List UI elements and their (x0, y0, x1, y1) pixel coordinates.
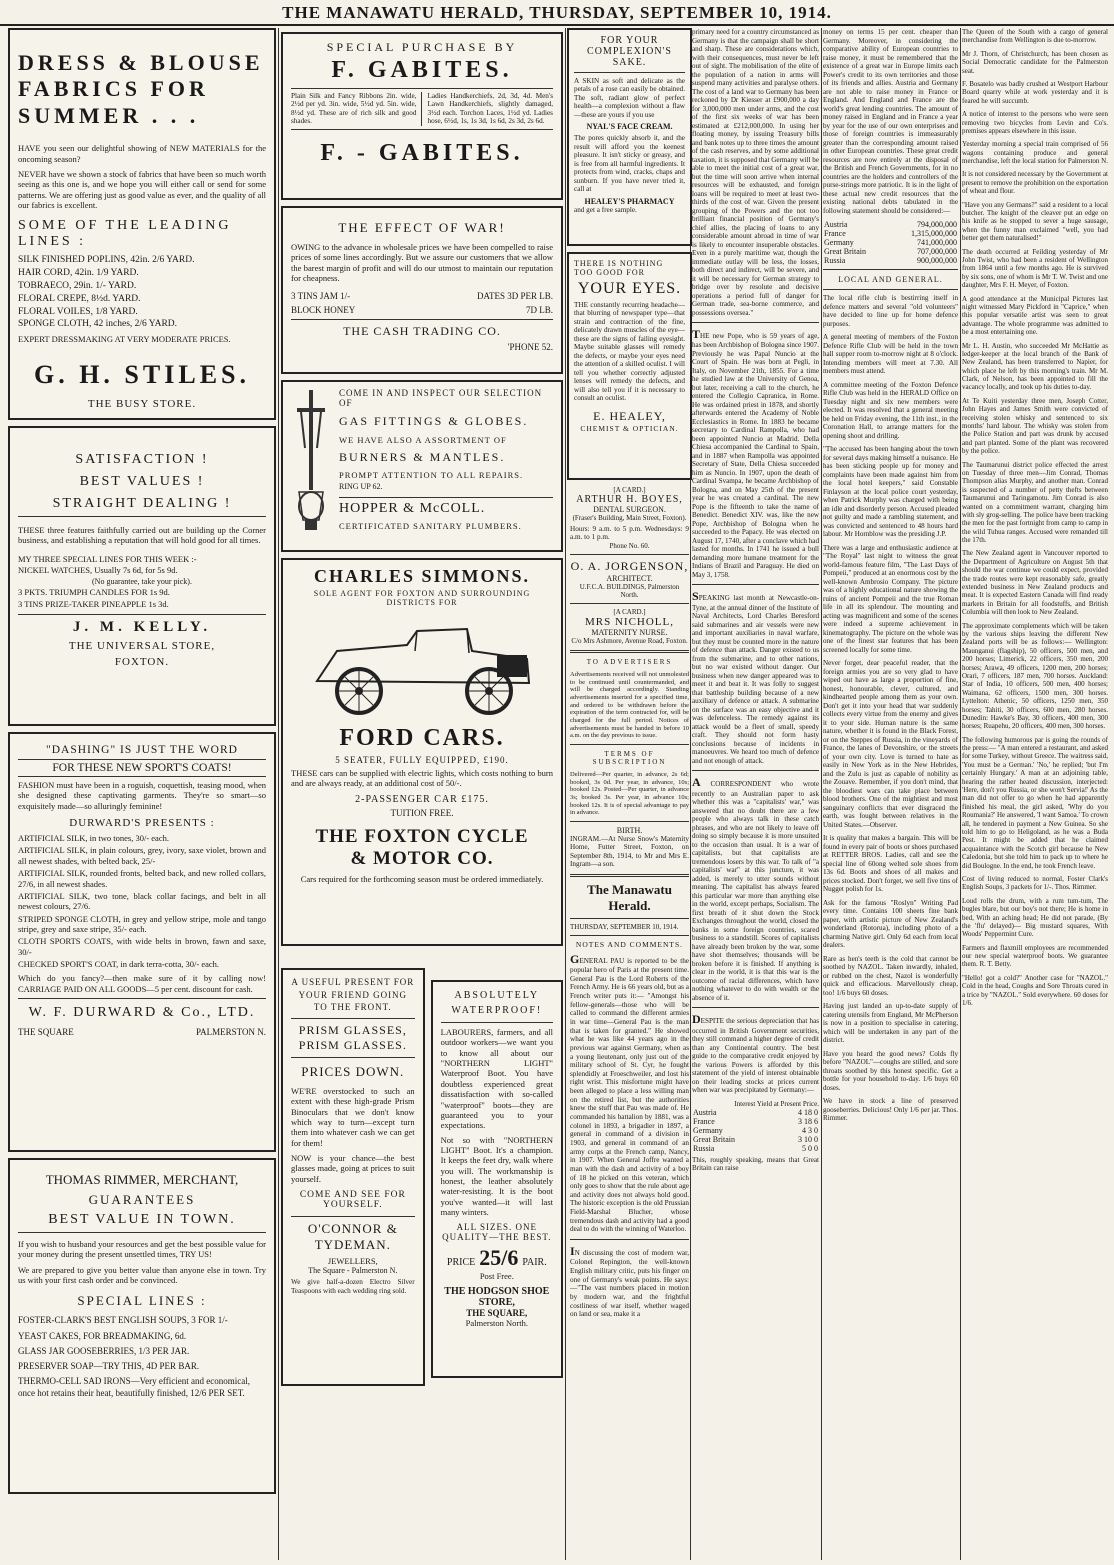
gabites-name: F. GABITES. (331, 57, 513, 83)
durward-item: ARTIFICIAL SILK, in plain colours, grey, ivory, saxe violet, brown and all newest shades, with belted back, 25/- (18, 845, 266, 866)
yield-table (692, 1108, 819, 1153)
masthead: THE MANAWATU HERALD, THURSDAY, SEPTEMBER 10, 1914. (0, 0, 1114, 26)
table-row (692, 1135, 819, 1144)
column-1 (8, 28, 276, 1560)
cash-item: 3 TINS JAM 1/- (291, 291, 351, 302)
yield-value: 5 0 0 (802, 1143, 818, 1153)
nicholl-title: MATERNITY NURSE. (591, 627, 668, 637)
accused-item: "The accused has been hanging about the town for several days making himself a nuisance. He has been sticking people up for money and complaints have been made against him from the local hotel keepers," said Constable Finlayson at the local police court yesterday, when Patrick Murphy was charged with being an idle and disorderly person. Accused pleaded not guilty and made a rambling statement, and was convicted and sentenced to 48 hours hard labour. Mr Hornblow was the presiding J.P. (823, 445, 958, 538)
durward-item: ARTIFICIAL SILK, two tone, black collar facings, and belt in all newest colours, 27/6. (18, 890, 266, 912)
column-5 (823, 28, 958, 1560)
pompeii-item: There was a large and enthusiastic audience at "The Royal" last night to witness the great world-famous feature film, "The Last Days of Pompeii," produced at an enormous cost by the well-known Ambrosio Company. The picture was of a highly educational nature showing the ruins of ancient Pompeii and the true Roman life in all its splendour. The mounting and acting was magnificent and some of the scenes were indeed a supreme achievement in kinematography. The picture on the whole was one of the finest star features that has been screened locally for some time. (823, 543, 958, 654)
rimmer-item: GLASS JAR GOOSEBERRIES, 1/3 PER JAR. (18, 1345, 190, 1356)
debt-country: Germany (824, 238, 854, 247)
death-item: The death occurred at Feilding yesterday of Mr John Twist, who had been a resident of Wellington from 1864 until a few months ago. He is survived by six sons, one of whom is Mr T. W. Twist and one daughter, Mrs F. H. Meyer, of Foxton. (962, 247, 1108, 290)
boyes-card: [A CARD.] (613, 486, 646, 494)
gabites-name-2: F. - GABITES. (320, 139, 524, 166)
hodgson-advert (431, 980, 563, 1378)
oconnor-prices: PRICES DOWN. (301, 1063, 405, 1079)
column-rule (821, 28, 822, 1560)
hodgson-price-label: PRICE (446, 1257, 476, 1269)
kelly-item: (No guarantee, take your pick). (92, 576, 192, 586)
hodgson-town: Palmerston North. (465, 1318, 528, 1329)
table-row (692, 1126, 819, 1135)
complexion-body: A SKIN as soft and delicate as the petals of a rose can easily be obtained. The soft, radiant glow of perfect health—a complexion without a flaw—these are yours if you use (574, 77, 685, 119)
gabites-right: Ladies Handkerchiefs, 2d, 3d, 4d. Men's Lawn Handkerchiefs, slightly damaged, 3½d each. Torchon Laces, 1½d yd. Ladies hose, 6½d, 1s, 1s 3d, 1s 6d, 2s 3d, 2s 6d. (427, 92, 553, 126)
debt-country: Russia (824, 256, 846, 265)
rimmer-head-2: GUARANTEES (88, 1192, 196, 1207)
boyes-phone: Phone No. 60. (609, 541, 650, 550)
nz-item: The New Zealand agent in Vancouver reported to the Department of Agriculture on August 5th that should the war continue we could expect, provided the trade routes were kept reasonably safe, greatly extended business in New Zealand products and meat. It is expected Eastern Canada will find ready markets in Britain for all foodstuffs, and British Columbia will then look to New Zealand. (962, 549, 1108, 617)
cost-item: Cost of living reduced to normal, Foster Clark's English Soups, 3 packets for 1/-. Thos. Rimmer. (962, 874, 1108, 892)
terms-head: TERMS OF SUBSCRIPTION (592, 749, 667, 766)
kelly-item: NICKEL WATCHES, Usually 7s 6d, for 5s 9d. (18, 565, 178, 576)
yield-head: Interest Yield at Present Price. (734, 1099, 819, 1108)
kelly-advert (8, 426, 276, 726)
complexion-pharmacy: HEALEY'S PHARMACY (584, 196, 675, 206)
column-6 (962, 28, 1108, 1560)
jorgenson-address: U.F.C.A. BUILDINGS, Palmerston North. (579, 582, 680, 599)
gas-fitting-illustration (291, 388, 331, 536)
healey-complexion-advert (567, 28, 692, 246)
durward-address-left: THE SQUARE (18, 1027, 74, 1038)
debt-value: 900,000,000 (917, 256, 957, 265)
durward-fancy: Which do you fancy?—then make sure of it by calling now! CARRIAGE PAID ON ALL GOODS—5 per cent. discount for cash. (18, 973, 266, 994)
yield-value: 4 3 0 (802, 1125, 818, 1135)
ford-body: THESE cars can be supplied with electric lights, which costs nothing to burn and are always ready, at an additional cost of 50/-. (291, 768, 553, 789)
table-row (692, 1117, 819, 1126)
gabites-head: SPECIAL PURCHASE BY (326, 40, 518, 54)
durward-item: CHECKED SPORT'S COAT, in dark terra-cotta, 30/- each. (18, 959, 220, 970)
oconnor-present: A USEFUL PRESENT FOR YOUR FRIEND GOING TO THE FRONT. (291, 977, 415, 1013)
stiles-advert (8, 28, 276, 420)
column-4 (692, 28, 819, 1560)
durward-advert (8, 732, 276, 1152)
ford-car-illustration (297, 611, 547, 721)
kelly-line-3: STRAIGHT DEALING ! (18, 496, 266, 517)
ford-spec: 5 SEATER, FULLY EQUIPPED, £190. (335, 755, 509, 765)
oconnor-line-2: PRISM GLASSES. (298, 1037, 407, 1052)
beresford-article: SPEAKING last month at Newcastle-on-Tyne, at the annual dinner of the Institute of Naval Architects, Lord Charles Beresford said submarines and air vessels were new and important auxiliaries in naval warfare, but they must be counted more in the nature of defence than attack. Danger existed to us from the submarine, and to other nations, but no war existed without danger. Our business when new danger appeared was to meet it and beat it. It was folly to suggest that battleship building because of a new auxiliary of defence or attack. A submarine on the surface was an easy objective and it was defenceless. The remedy against its attack would be a fleet of small, speedy craft. They should not form hasty conclusions because of incidents in manoeuvres. We heard too much of defence and not enough of attack. (692, 589, 819, 765)
hodgson-post: Post Free. (479, 1271, 514, 1282)
heard-item: Have you heard the good news? Colds fly before "NAZOL"—coughs are stilled, and sore throats soothed by this honest specific. Get a bottle for your household to-day. 1/6 buys 60 doses. (823, 1049, 958, 1092)
stiles-line: FLORAL VOILES, 1/8 YARD. (18, 306, 138, 317)
durward-item: CLOTH SPORTS COATS, with wide belts in brown, fawn and saxe, 30/- (18, 936, 266, 957)
jorgenson-title: ARCHITECT. (606, 573, 653, 583)
oconnor-give: We give half-a-dozen Electro Silver Teaspoons with each wedding ring sold. (291, 1278, 415, 1295)
notice-item: A notice of interest to the persons who were seen removing two bicycles from Levin and Co's. premises appears elsewhere in this issue. (962, 110, 1108, 135)
table-row (692, 1144, 819, 1153)
oconnor-line-1: PRISM GLASSES, (298, 1022, 407, 1037)
debt-value: 794,000,000 (917, 220, 957, 229)
kelly-body: THESE three features faithfully carried out are building up the Corner business, and establishing a reputation that will hold good for all times. (18, 525, 266, 546)
stock-item: We have in stock a line of preserved gooseberries. Delicious! Only 1/6 per jar. Thos. Rimmer. (823, 1097, 958, 1122)
bargain-item: It is quality that makes a bargain. This will be found in every pair of boots or shoes purchased at RETTER BROS. Ladies, call and see the special line of 60ong welted sole shoes from 13s 6d. Boots and shoes of all makes and prices stocked. Don't forget, we sell five tins of Nugget polish for 1s. (823, 834, 958, 893)
cash-name: THE CASH TRADING CO. (343, 324, 501, 339)
rimmer-special: SPECIAL LINES : (77, 1293, 207, 1309)
hopper-ring: RING UP 62. (339, 482, 383, 491)
humorous-item: The following humorous par is going the rounds of the press:— "A man entered a restaurant, and asked for some Turkey, without Greece. The waitress said, 'You must be a German.' 'No,' he replied; 'but I'm certainly Hungary.' A man at an adjoining table, hearing the rather heated discussion, interjected: 'Here, don't you Russia, or she won't Servia!' As the man did not offer to go when he had apparently finished his meal, the girl asked, 'Why do you Roumania?' He answered, 'I want Samoa.' To crown all, he tendered in payment a New Guinea. So she told him to go to Heligoland, as he was a Buda Pest. It might be added that he claimed acquaintance with the Scotch girl because he New Caledonia, but she told him to pack up to where he did Boulogne. In the end, he took French leave. (962, 735, 1108, 870)
repington-article: IN discussing the cost of modern war, Colonel Repington, the well-known English military critic, puts his finger on one of Germany's weak points. He says:—"The vast numbers placed in motion by modern war, and the frightful costliness of war itself, whether waged on land or sea, make it a (570, 1244, 689, 1319)
stiles-line: SPONGE CLOTH, 42 inches, 2/6 YARD. (18, 319, 178, 330)
complexion-body-2: The pores quickly absorb it, and the result will afford you the keenest pleasure. It isn't sticky or greasy, and is free from all harmful ingredients. It protects from wind, cracks, chaps and sunburn. If you have never tried it, call at (574, 134, 685, 194)
rimmer-body-2: We are prepared to give you better value than anyone else in town. Try us with your first cash order and be convinced. (18, 1264, 266, 1286)
terms-body: Delivered—Per quarter, in advance, 2s 6d; booked, 3s 0d. Per year, in advance, 10s; booked 12s. Posted—Per quarter, in advance 3s; booked 3s. Per year, in advance 10s; booked 12s. It is of special advantage to pay in advance. (570, 770, 689, 817)
hodgson-body-2: Not so with "NORTHERN LIGHT" Boot. It's a champion. It keeps the feet dry, walk where you will. The workmanship is honest, the leather absolutely water-resisting. It is the boot you've wanted—it will last many winters. (440, 1134, 553, 1218)
birth-body: INGRAM.—At Nurse Snow's Maternity Home, Futter Street, Foxton, on September 8th, 1914, to Mr and Mrs E. Ingram—a son. (570, 834, 689, 869)
stiles-body: NEVER have we shown a stock of fabrics that have been so much worth seeing as this one is, and we hope you will either call or send for some patterns. We are offering just as good value as ever, and the quality of all our fabrics is excellent. (18, 168, 266, 210)
loud-item: Loud rolls the drum, with a rum tum-tum, The bugles blare, but our boy's not there; He is home in bed, With an aching head; He did not parade, (By the 'flu' delayed)— Big mustard squares, With Woods' Peppermint Cure. (962, 896, 1108, 939)
queen-item: The Queen of the South with a cargo of general merchandise from Wellington is due to-morrow. (962, 28, 1108, 45)
debt-value: 707,000,000 (917, 247, 957, 256)
rare-item: Rare as hen's teeth is the cold that cannot be soothed by NAZOL. Taken inwardly, inhaled, or rubbed on the chest, Nazol is wonderfully quick and efficacious. Marvellously cheap, too! 1/6 buys 60 doses. (823, 954, 958, 997)
column-rule (960, 28, 961, 1560)
stiles-line: HAIR CORD, 42in. 1/9 YARD. (18, 268, 139, 279)
gabites-left: Plain Silk and Fancy Ribbons 2in. wide, 2½d per yd. 3in. wide, 5½d yd. 5in. wide, 8½d yd. These are of rich silk and good shades. (291, 92, 422, 126)
table-row (823, 229, 958, 238)
debt-table (823, 220, 958, 265)
gabites-advert (281, 32, 563, 200)
durward-item: ARTIFICIAL SILK, rounded fronts, belted back, and new rolled collars, 27/6, in all newest shades. (18, 868, 266, 889)
kelly-line-1: SATISFACTION ! (75, 452, 209, 467)
yield-country: Russia (693, 1143, 715, 1153)
stiles-lines-head: SOME OF THE LEADING LINES : (18, 218, 232, 250)
kelly-item: 3 PKTS. TRIUMPH CANDLES FOR 1s 9d. (18, 587, 170, 598)
roughly-article: This, roughly speaking, means that Great Britain can raise (692, 1155, 819, 1173)
war-cost-article: primary need for a country circumstanced as Germany is that the campaign shall be short and sharp. These are considerations which, with their consequences, must never be left out of sight. The mobilisation of the elite of the population of a nation in arms will suspend many activities and paralyse others. The cost of a land war to Germany has been reckoned by Dr Kiesser at £900,000 a day for 3,000,000 men under arms, and the cost of the first six weeks of war has been estimated at £212,000,000. In using her floating money, by issuing Treasury bills and bank notes up to three times the amount of the cash reserves, and by some additional taxation, it is supposed that Germany will be able to meet the initial cost of a great war, but the time will soon arrive when internal resources will be exhausted, and foreign loans will be required to meet at least two-thirds of the cost of war. Given the present grouping of the Powers and the not too brilliant financial position of Germany's chief allies, the placing of loans to any considerable amount abroad in time of war is likely to encounter insuperable obstacles. Even in a purely maritime war, though the immediate outlay will be less, the losses, both direct and indirect, will be severe, and it will be necessary for German strategy to bridge over by resolute and decisive operations a period full of danger for German trade, sea-borne commerce, and possessions oversea." (692, 28, 819, 317)
table-row (823, 238, 958, 247)
cash-phone: 'PHONE 52. (507, 342, 553, 353)
simmons-advert (281, 558, 563, 946)
germans-item: "Have you any Germans?" said a resident to a local butcher. The knight of the cleaver put an edge on his knife as he stopped to sever a huge sausage, when the funny man exclaimed "well, you had better get them naturalised!" (962, 200, 1108, 243)
debt-country: France (824, 229, 846, 238)
roslyn-item: Ask for the famous "Roslyn" Writing Pad every time. Contains 100 sheets fine bank paper, with artistic picture of New Zealand's wonderland (Rotorua), including photo of a charming Native girl. Only 6d each from local dealers. (823, 898, 958, 949)
column-2 (281, 28, 563, 1560)
simmons-name: CHARLES SIMMONS. (313, 566, 531, 586)
meeting-item: A general meeting of members of the Foxton Defence Rifle Club will be held in the town hall supper room to-morrow night at 8 o'clock. Intending members will meet at 7.30. All members must attend. (823, 333, 958, 375)
train-item: Yesterday morning a special train comprised of 56 wagons containing produce and general merchandise, left the local station for Palmerston N. (962, 140, 1108, 166)
nicholl-card: [A CARD.] (613, 607, 646, 616)
yield-country: Germany (693, 1125, 723, 1135)
durward-item: ARTIFICIAL SILK, in two tones, 30/- each. (18, 833, 169, 844)
rimmer-item: YEAST CAKES, FOR BREADMAKING, 6d. (18, 1330, 187, 1341)
ford-two: 2-PASSENGER CAR £175. (355, 793, 489, 805)
durward-name: W. F. DURWARD & Co., LTD. (28, 1005, 256, 1021)
yield-country: France (693, 1116, 715, 1126)
rimmer-body: If you wish to husband your resources and get the best possible value for your money during the present unsettled times, TRY US! (18, 1239, 266, 1260)
pau-article: GENERAL PAU is reported to be the popular hero of Paris at the present time. General Pau is the Lord Roberts of the French Army. He is 66 years old, but as a French writer puts it:— "Amongst his fellow-generals—those who will be called to command the different armies in war time—General Pau is the man that is taken for granted." He showed what he was like 44 years ago in the previous war against Germany, when as a young lieutenant, only just out of the military school of St. Cyr, he fought splendidly at Froeschweiler, and lost his right wrist. This misfortune might have been alleged to place a less willing man on the retired list, but the authorities knew the stuff that Pau was made of. He commanded his battalion by 1881, was a colonel in 1893, a brigadier in 1897, a general in command of a division in 1903, and general in command of an army corps at the French camp, Nancy, in 1907. When General Joffre wanted a man with the dash and activity of a boy of 18 he picked on this veteran, which only goes to show that the rule about age and activity does not always hold good. The historic exception is the old Prussian Field-Marshal Blucher, whose tremendous dash and activity had a good deal to do with the winning of Waterloo. (570, 951, 689, 1234)
hodgson-head: ABSOLUTELY WATERPROOF! (451, 990, 543, 1016)
hopper-line-3: BURNERS & MANTLES. (339, 450, 506, 464)
stiles-line: TOBRAECO, 29in. 1/- YARD. (18, 280, 137, 291)
stiles-line: SILK FINISHED POPLINS, 42in. 2/6 YARD. (18, 255, 195, 266)
table-row (823, 220, 958, 229)
cash-item: BLOCK HONEY (291, 305, 356, 316)
hopper-tag: CERTIFICATED SANITARY PLUMBERS. (339, 521, 522, 531)
having-item: Having just landed an up-to-date supply of catering utensils from England, Mr McPherson is now in a position to specialise in catering, which will be undertaken in any part of the district. (823, 1002, 958, 1044)
hopper-line-4: PROMPT ATTENTION TO ALL REPAIRS. (339, 470, 524, 480)
stiles-intro: HAVE you seen our delightful showing of NEW MATERIALS for the oncoming season? (18, 143, 266, 164)
debt-value: 741,000,000 (917, 238, 957, 247)
cash-head: THE EFFECT OF WAR! (338, 220, 506, 235)
cash-item: 7D LB. (526, 305, 553, 316)
pope-article: THE new Pope, who is 59 years of age, has been Archbishop of Bologna since 1907. Previously he was Papal Nuncio at the Court of Spain. He was born at Pegli, in Italy, on November 21th, 1855. For a time he studied law at the University of Genoa, but later, receiving a call to the church, he entered the Collegio Capranica, in Rome. He was ordained priest in 1878, and shortly afterwards entered the Academy of Noble Ecclesiastics in Rome. In 1883 he became secretary to Cardinal Rampolla, who had been appointed Nuncio at Madrid. Della Chiesa accompanied the Cardinal to Spain, and in 1887 when Rampolla was appointed Secretary of State, Della Chiesa succeeded him as Nuncio. In 1907, upon the death of Cardinal Svampa, he became Archbishop of Bologna, and on May 25th of the present year he was created a cardinal. The new Pope is the fifteenth to take the name of Benedict. Benedict XIV. was, like the new Pope, Archbishop of Bologna when he succeeded to the Papacy. He was elected on August 17, 1740, after a conclave which had lasted for months. In 1741 he issued a bull demanding more humane treatment for the Indians of Brazil and Paraguay. He died on May 3, 1758. (692, 327, 819, 579)
despite-article: DESPITE the serious depreciation that has occurred in British Government securities, they still command a higher degree of credit than any Continental country. The best guide to the comparative credit enjoyed by the various Powers is afforded by this statement of the yield of interest obtainable on their leading stocks at prices current when war was precipitated by Germany:— (692, 1012, 819, 1095)
durward-head-1: "DASHING" IS JUST THE WORD (46, 744, 238, 756)
austin-item: Mr L. H. Austin, who succeeded Mr McHattie as ledger-keeper at the local branch of the Bank of New Zealand, has been transferred to Napier, for which place he left by this morning's train. Mr M. Clark, of Nelson, has been appointed to fill the vacancy locally, and took up his duties to-day. (962, 341, 1108, 392)
complements-item: The approximate complements which will be taken by the various ships leaving the different New Zealand ports will be as follows:— Wellington: Maunganui (flagship), 50 officers, 500 men, and 200 horses; Limerick, 22 officers, 350 men, 200 horses; Arawa, 49 officers, 1200 men, 200 horses; Orari, 7 officers, 187 men, 700 horses. Auckland: Star of India, 10 officers, 500 men, 400 horses; Waimana, 62 officers, 1500 men, 300 horses. Lyttelton: Athenic, 50 officers, 1250 men, 350 horses; Tahiti, 30 officers, 600 men, 280 horses. Dunedin: Hawke's Bay, 30 officers, 400 men, 300 horses; Ruapehu, 20 officers, 400 men, 300 horses. (962, 621, 1108, 731)
oconnor-come: COME AND SEE FOR YOURSELF. (299, 1190, 406, 1211)
stiles-tag: THE BUSY STORE. (87, 397, 197, 410)
stiles-title: DRESS & BLOUSE FABRICS FOR SUMMER . . . (18, 50, 264, 128)
rimmer-item: FOSTER-CLARK'S BEST ENGLISH SOUPS, 3 FOR 1/- (18, 1315, 228, 1326)
debt-country: Austria (824, 220, 848, 229)
yield-country: Austria (693, 1107, 717, 1117)
table-row (823, 247, 958, 256)
never-item: Never forget, dear peaceful reader, that the foreign armies you are so very glad to have wiped out have as large a proportion of fine, honest, honourable, clever, cultured, and kindhearted people among them as your own. Don't get it into your head that war suddenly collects every virtue from the enemy and gives it to your side. Human nature is the same nature, whether it is found in the Black Forest, or on the Steppes of Russia, in the vineyards of France, the lanes of Devonshire, or the streets of your own city. Love is turned to hate as easily in New York as in the New Hebrides, and the Zulu is just as capable of nobility as the Zouave. Remember, if you don't mind, that the bloodiest wars can take place between blood brothers. One of the mightiest and most sanguinary conflicts that ever disgraced the earth, was fought between relatives in the United States.—Observer. (823, 659, 958, 829)
rifle-item: The local rifle club is bestirring itself in defence matters and several "old volunteers" have decided to line up for home defence purposes. (823, 294, 958, 328)
kelly-special: MY THREE SPECIAL LINES FOR THIS WEEK :- (18, 553, 197, 564)
farmers-item: Farmers and flaxmill employees are recommended our new special waterproof boots. We guarantee them. R. T. Betty. (962, 943, 1108, 969)
hopper-name: HOPPER & McCOLL. (339, 497, 553, 517)
kelly-store: THE UNIVERSAL STORE, (68, 640, 216, 653)
cars-required: Cars required for the forthcoming season must be ordered immediately. (300, 873, 544, 884)
simmons-sub: SOLE AGENT FOR FOXTON AND SURROUNDING DISTRICTS FOR (313, 589, 531, 607)
jorgenson-name: O. A. JORGENSON, (570, 558, 689, 573)
pictures-item: A good attendance at the Municipal Pictures last night witnessed Mary Pickford in "Caprice," when this popular versatile artist was seen to great advantage. The whole programme was admitted to be a most entertaining one. (962, 294, 1108, 337)
herald-date: THURSDAY, SEPTEMBER 10, 1914. (570, 922, 679, 931)
export-item: It is not considered necessary by the Government at present to remove the prohibition on the exportation of wheat and flour. (962, 170, 1108, 196)
rimmer-item: THERMO-CELL SAD IRONS—Very efficient and economical, once hot retains their heat, beautifully finished, 12/6 PER SET. (18, 1376, 250, 1399)
stiles-name: G. H. STILES. (33, 359, 250, 389)
hodgson-address: THE SQUARE, (466, 1308, 528, 1319)
eyes-title: YOUR EYES. (577, 280, 682, 297)
birth-head: BIRTH. (616, 825, 643, 835)
committee-item: A committee meeting of the Foxton Defence Rifle Club was held in the HERALD Office on Tuesday night and six new members were elected. It was resolved that a general meeting be held on Friday evening, the 11th inst., in the Coronation Hall, to arrange matters for the opening shoot and drilling. (823, 380, 958, 440)
yield-value: 3 18 6 (798, 1116, 818, 1126)
cycle-co-1: THE FOXTON CYCLE (315, 825, 529, 847)
eyes-name: E. HEALEY, (593, 408, 666, 423)
column-rule (565, 28, 566, 1560)
cycle-co-2: & MOTOR CO. (350, 847, 494, 869)
rimmer-item: PRESERVER SOAP—TRY THIS, 4D PER BAR. (18, 1360, 200, 1371)
kelly-item: 3 TINS PRIZE-TAKER PINEAPPLE 1s 3d. (18, 598, 169, 609)
boyes-hours: Hours: 9 a.m. to 5 p.m. Wednesdays: 9 a.m. to 1 p.m. (570, 525, 689, 542)
eyes-tag: CHEMIST & OPTICIAN. (580, 423, 679, 433)
oconnor-address: The Square - Palmerston N. (308, 1266, 398, 1276)
healey-eyes-advert (567, 252, 692, 480)
durward-body: FASHION must have been in a roguish, coquettish, teasing mood, when she designed these captivating garments. They're so smart—so exquisitely made—so alluringly feminine! (18, 780, 266, 811)
oconnor-body-2: NOW is your chance—the best glasses made, going at prices to suit yourself. (291, 1152, 415, 1184)
hodgson-sizes: ALL SIZES. ONE QUALITY—THE BEST. (442, 1222, 552, 1243)
kelly-town: FOXTON. (114, 656, 170, 669)
hopper-intro: COME IN AND INSPECT OUR SELECTION OF (339, 388, 543, 408)
stiles-extra: EXPERT DRESSMAKING AT VERY MODERATE PRICES. (18, 334, 231, 345)
oconnor-body: WE'RE overstocked to such an extent with these high-grade Prism Binoculars that we don't know which way to turn—except turn them into whatever cash we can get for them! (291, 1085, 415, 1148)
oconnor-name: O'CONNOR & TYDEMAN. (307, 1221, 398, 1253)
advertisers-head: TO ADVERTISERS (586, 657, 673, 666)
column-rule (278, 28, 279, 1560)
taumarunui-item: The Taumarunui district police effected the arrest on Tuesday of three men—Jim Conrad, Thomas Thompson alias Murphy, and another man. Conrad is suspected of a number of petty thefts between Taumarunui and Taringamotu. Jim Conrad is also wanted on a commitment warrant, charging him with sly grog-selling. The police have been tracking the men for the past fortnight from camp to camp in the wild Tuhua ranges. Accused were remanded till the 17th. (962, 460, 1108, 545)
hopper-line-2: WE HAVE ALSO A ASSORTMENT OF (339, 435, 507, 445)
nicholl-address: C/o Mrs Ashmore, Avenue Road, Foxton. (571, 636, 688, 645)
boyes-address: (Fraser's Building, Main Street, Foxton). (572, 514, 687, 522)
durward-item: STRIPED SPONGE CLOTH, in grey and yellow stripe, mole and tango stripe, grey and saxe stripe, 35/- each. (18, 913, 266, 934)
boyes-name: ARTHUR H. BOYES, (576, 494, 683, 505)
bosatelo-item: F. Bosatelo was badly crushed at Westport Harbour Board quarry while at work yesterday and it is feared he will succumb. (962, 79, 1108, 105)
hodgson-pair: PAIR. (522, 1257, 547, 1269)
thorn-item: Mr J. Thorn, of Christchurch, has been chosen as Social Democratic candidate for the Palmerston seat. (962, 49, 1108, 75)
hodgson-price: 25/6 (479, 1245, 519, 1271)
rimmer-head-3: BEST VALUE IN TOWN. (18, 1212, 266, 1233)
kelly-line-2: BEST VALUES ! (79, 474, 205, 489)
eyes-body: THE constantly recurring headache—that blurring of newspaper type—that strain and contraction of the fine, delicately drawn muscles of the eye—these are the signs of failing eyesight. Maybe suitable glasses will remedy the defects, or maybe your eyes need the attention of a skilled oculist. I will tell you whether correctly adjusted lenses will remedy the defects, and will also tell you if it is necessary to consult an oculist. (574, 301, 685, 403)
hopper-line-1: GAS FITTINGS & GLOBES. (339, 414, 529, 428)
boyes-title: DENTAL SURGEON. (593, 505, 666, 514)
rimmer-head-1: THOMAS RIMMER, MERCHANT, (45, 1172, 239, 1187)
table-row (692, 1108, 819, 1117)
durward-head-2: FOR THESE NEW SPORT'S COATS! (18, 759, 266, 777)
cash-body: OWING to the advance in wholesale prices we have been compelled to raise prices of some lines accordingly. But we assure our customers that we allow the barest margin of profit and will do our utmost to maintain our reputation for cheapness. (291, 242, 553, 284)
column-3 (567, 28, 692, 1560)
hopper-mccoll-advert (281, 380, 563, 552)
stiles-line: FLORAL CREPE, 8½d. YARD. (18, 293, 141, 304)
hodgson-body: LABOURERS, farmers, and all outdoor workers—we want you to know all about our "NORTHERN LIGHT" Waterproof Boot. You have doubtless experienced great dissatisfaction with so-called "waterproof" boots—they are guaranteed you to your expectations. (440, 1027, 553, 1131)
ford-tuition: TUITION FREE. (390, 807, 454, 818)
complexion-product: NYAL'S FACE CREAM. (586, 122, 673, 132)
notes-head: NOTES AND COMMENTS. (575, 939, 684, 949)
advertisers-body: Advertisements received will not unmolested to be continued until countermanded, and will be charged accordingly. Standing advertisements inserted for a specified time, and ordered to be withdrawn before the expiration of the term contracted for, will be charged for the full period. Notices of advertisements must be handed in before 10 a.m. on the day previous to issue. (570, 670, 689, 740)
hodgson-name: THE HODGSON SHOE STORE, (444, 1286, 550, 1309)
nicholl-name: MRS NICHOLL, (584, 615, 674, 628)
durward-presents: DURWARD'S PRESENTS : (69, 817, 215, 830)
yield-country: Great Britain (693, 1134, 735, 1144)
herald-title: The Manawatu Herald. (587, 881, 672, 913)
ford-cars: FORD CARS. (339, 725, 505, 751)
credit-article: money on terms 15 per cent. cheaper than Germany. Moreover, in considering the comparative ability of European countries to raise money, it must be remembered that the existence of a great war in Europe limits each Power's credit to its own territories and those of its friends and allies. Austria and Germany are not able to raise money in France or England. And England and France are the world's great lending countries. The amount of money raised in England and in France a year by year for the use of our own enterprises and those of foreign countries is immeasurably greater than the corresponding amount raised in other European countries. These great credit resources are now entirely at the disposal of the British and French Governments, for in no countries are the holders and controllers of the purse-strings more patriotic. It is in the light of these actual new credit resources that the existing national debts tabulated in the following statement should be considered:— (823, 28, 958, 215)
complexion-head: FOR YOUR COMPLEXION'S SAKE. (587, 35, 672, 68)
eyes-head: THERE IS NOTHING TOO GOOD FOR (574, 259, 664, 277)
durward-address-right: PALMERSTON N. (195, 1027, 266, 1038)
tekuiti-item: At Te Kuiti yesterday three men, Joseph Cotter, John Hayes and James Smith were convicted of receiving stolen whisky and sentenced to six months' hard labour. The whisky was stolen from the Police Station and part was drunk by accused and part planted. Some of the plant was recovered by the police. (962, 396, 1108, 456)
debt-country: Great Britain (824, 247, 866, 256)
rimmer-advert (8, 1158, 276, 1494)
hello-item: "Hello! got a cold?" Another case for "NAZOL." Cold in the head, Coughs and Sore Throats cured in a trice by "NAZOL." Sold everywhere. 60 doses for 1/6. (962, 973, 1108, 1008)
yield-value: 4 18 0 (798, 1107, 818, 1117)
cash-item: DATES 3D PER LB. (476, 291, 553, 302)
yield-value: 3 10 0 (798, 1134, 818, 1144)
debt-value: 1,315,000,000 (911, 229, 957, 238)
kelly-name: J. M. KELLY. (72, 619, 212, 636)
table-row (823, 256, 958, 265)
correspondent-article: A CORRESPONDENT who wrote recently to an Australian paper to ask whether this was a "capitalists' war," was answered that no doubt there are a few people who always talk in these catch phrases, and who are not likely to leave off doing so simply because it is more unsuited to the occasion than usual. It is a war of capitalists, but that capitalists are tremendous losers by this war. To talk of "a capitalists' war" at this juncture, it was added, is merely to utter sounds without meaning. The capitalist has always feared this particular war more than anything else in the world, except perhaps, Socialism. The first breath of it shut down the Stock Exchanges throughout the world, closed the banks in some foreign countries, scared business to a standstill. Scores of capitalists have already been broken by the war, some have shot themselves; thousands will be broken before it is finished. If anything is clear in the world, it is that this war is the outcome of racial differences, which have nothing whatever to do with wealth or the absence of it. (692, 775, 819, 1002)
cash-trading-advert (281, 206, 563, 374)
local-general-head: LOCAL AND GENERAL. (838, 275, 943, 284)
oconnor-jewellers: JEWELLERS, (327, 1256, 378, 1267)
oconnor-advert (281, 968, 425, 1386)
complexion-sample: and get a free sample. (574, 205, 637, 214)
